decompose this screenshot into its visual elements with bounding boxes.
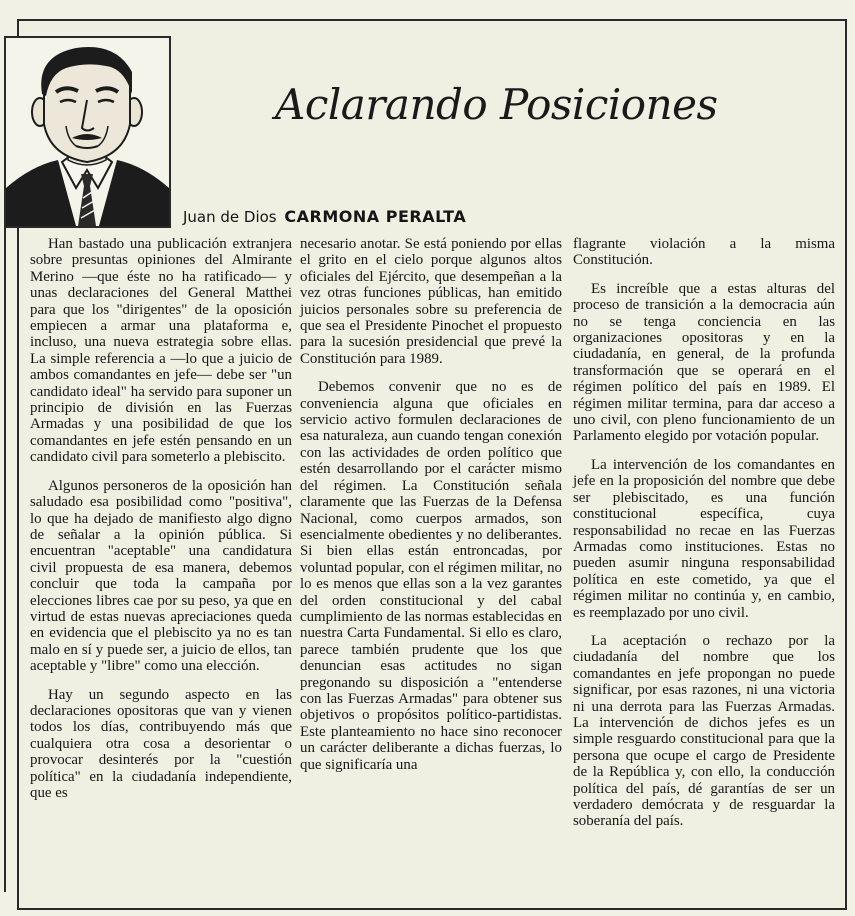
text-column-1: [30, 236, 292, 813]
paragraph: La intervención de los comandantes en jefe en la proposición del nombre que debe ser plebiscitado, es una función constitucional específica, cuya responsabilidad no recae en las Fuerzas Armadas como instituciones. Estas no pueden asumir ninguna responsabilidad política en este cometido, ya que el régimen militar no continúa y, en cambio, es reemplazado por uno civil.: [573, 456, 835, 621]
portrait-illustration: [6, 38, 169, 226]
paragraph: Es increíble que a estas alturas del proceso de transición a la democracia aún no se tenga conciencia en las organizaciones opositoras y en la ciudadanía, en general, de la profunda transformación que se operará en el régimen político del país en 1989. El régimen militar termina, para dar acceso a uno civil, con pleno funcionamiento de un Parlamento elegido por votación popular.: [573, 280, 835, 445]
text-column-2: [300, 236, 562, 785]
paragraph: Hay un segundo aspecto en las declaraciones opositoras que van y vienen todos los días, contribuyendo más que cualquiera otra cosa a desorientar o provocar desinterés por la "cuestión política" en la ciudadanía independiente, que es: [30, 686, 292, 801]
paragraph: necesario anotar. Se está poniendo por ellas el grito en el cielo porque algunos altos oficiales del Ejército, que desempeñan a la vez otras funciones públicas, han emitido juicios personales sobre su preferencia de que sea el Presidente Pinochet el propuesto para la sucesión presidencial que prevé la Constitución para 1989.: [300, 236, 562, 367]
article-headline: Aclarando Posiciones: [275, 80, 718, 129]
paragraph: flagrante violación a la misma Constitución.: [573, 236, 835, 269]
author-surname: CARMONA PERALTA: [284, 207, 467, 226]
paragraph: Algunos personeros de la oposición han saludado esa posibilidad como "positiva", lo que ha dejado de manifiesto algo digno de señalar a la opinión pública. Si encuentran "aceptable" una candidatura civil propuesta de esa manera, debemos concluir que toda la campaña por elecciones libres cae por su peso, ya que en virtud de estas nuevas apreciaciones queda en evidencia que el plebiscito ya no es tan malo en sí y puede ser, a juicio de ellos, tan aceptable y "libre" como una elección.: [30, 477, 292, 675]
paragraph: La aceptación o rechazo por la ciudadanía del nombre que los comandantes en jefe propongan no puede significar, por esas razones, ni una victoria ni una derrota para las Fuerzas Armadas. La intervención de dichos jefes es un simple resguardo constitucional para que la persona que ocupe el cargo de Presidente de la República y, con ello, la conducción política del país, dé garantías de ser un verdadero demócrata y de resguardar la soberanía del país.: [573, 632, 835, 830]
left-column-rule: [4, 224, 6, 892]
author-byline: [183, 207, 466, 226]
text-column-3: [573, 236, 835, 842]
paragraph: Debemos convenir que no es de conveniencia alguna que oficiales en servicio activo formulen declaraciones de esa naturaleza, aun cuando tengan conexión con las actividades de orden político que estén desarrollando por el carácter mismo del régimen. La Constitución señala claramente que las Fuerzas de la Defensa Nacional, como cuerpos armados, son esencialmente obedientes y no deliberantes. Si bien ellas están entroncadas, por voluntad popular, con el régimen militar, no lo es menos que ellas son a la vez garantes del orden constitucional y del cabal cumplimiento de las normas establecidas en nuestra Carta Fundamental. Si ello es claro, parece también prudente que los que denuncian esas actitudes no sigan pregonando su disposición a "entenderse con las Fuerzas Armadas" para obtener sus objetivos o propósitos político-partidistas. Este planteamiento no hace sino reconocer un carácter deliberante a dichas fuerzas, lo que significaría una: [300, 379, 562, 773]
paragraph: Han bastado una publicación extranjera sobre presuntas opiniones del Almirante Merino —que éste no ha ratificado— y unas declaraciones del General Matthei para que los "dirigentes" de la oposición empiecen a armar una plataforma e, incluso, una nueva estrategia sobre ellas. La simple referencia a —lo que a juicio de ambos comandantes en jefe— debe ser "un candidato ideal" ha servido para suponer un principio de división en las Fuerzas Armadas y una posibilidad de que los comandantes en jefe estén pensando en un candidato civil para someterlo a plebiscito.: [30, 236, 292, 466]
author-given-name: Juan de Dios: [183, 208, 277, 226]
author-portrait: [4, 36, 171, 228]
